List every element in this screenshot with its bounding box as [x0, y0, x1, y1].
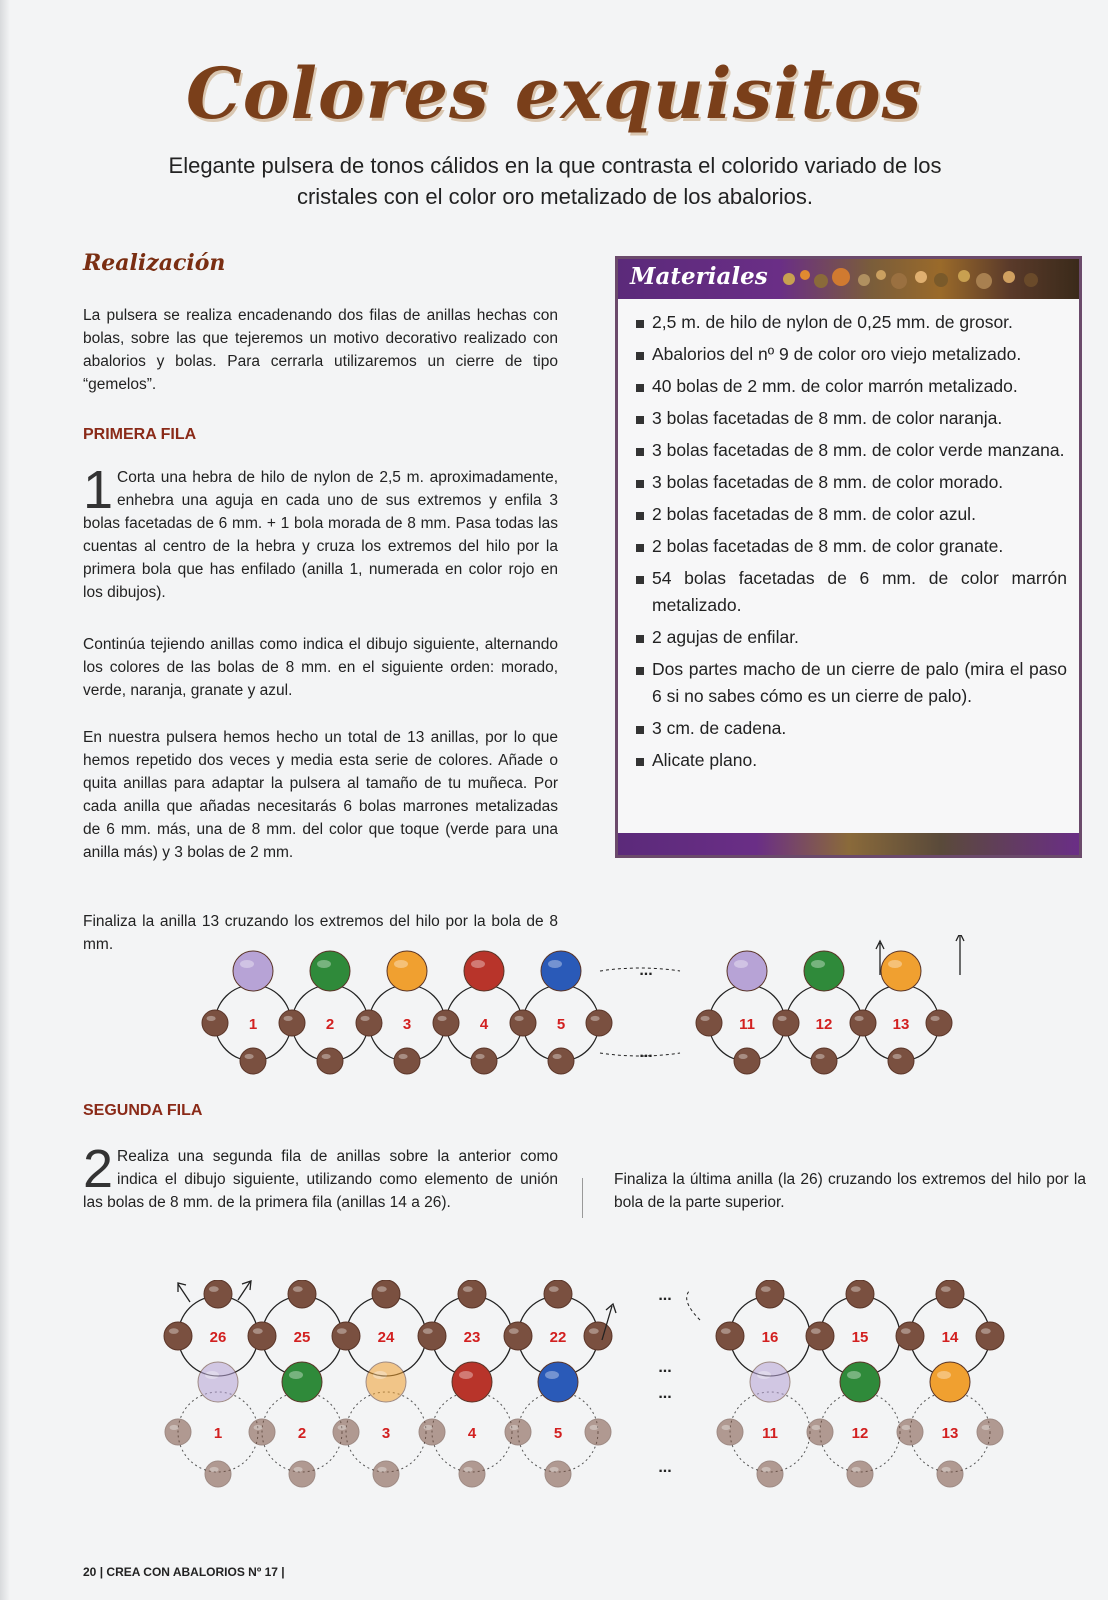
bead-body: [165, 1419, 191, 1445]
ellipsis-bottom: ...: [639, 1044, 653, 1061]
bead: [773, 1010, 799, 1036]
materials-list: [618, 299, 1079, 774]
bead-body: [504, 1322, 532, 1350]
ellipsis: ...: [658, 1385, 672, 1402]
bead: [433, 1010, 459, 1036]
segunda-fila-heading: SEGUNDA FILA: [83, 1102, 203, 1119]
page-title: Colores exquisitos: [185, 52, 922, 135]
bead-shine: [757, 1371, 771, 1379]
bead-body: [317, 1048, 343, 1074]
bead: [464, 951, 504, 991]
bead: [317, 1048, 343, 1074]
bead: [282, 1362, 322, 1402]
ring-label: 13: [941, 1425, 959, 1442]
material-item: Abalorios del nº 9 de color oro viejo metalizado.: [636, 341, 1067, 368]
bead-shine: [721, 1328, 731, 1334]
bead-shine: [942, 1467, 951, 1472]
bead-body: [696, 1010, 722, 1036]
bead: [249, 1419, 275, 1445]
bead-body: [584, 1322, 612, 1350]
step-1-number: 1: [83, 460, 114, 520]
bead: [545, 1461, 571, 1487]
arrow-up-icon: [956, 935, 964, 975]
bead-shine: [476, 1054, 485, 1059]
bead: [372, 1280, 400, 1308]
bead-body: [248, 1322, 276, 1350]
bead-body: [387, 951, 427, 991]
bead: [804, 951, 844, 991]
bead: [586, 1010, 612, 1036]
bead-body: [310, 951, 350, 991]
bead-body: [586, 1010, 612, 1036]
bead-shine: [812, 1425, 821, 1430]
bead-shine: [337, 1328, 347, 1334]
bead-shine: [739, 1054, 748, 1059]
bead-shine: [361, 1016, 370, 1021]
bead-shine: [778, 1016, 787, 1021]
bead-shine: [981, 1328, 991, 1334]
bead-shine: [464, 1467, 473, 1472]
bead: [930, 1362, 970, 1402]
ring-label: 11: [739, 1016, 755, 1033]
bead: [387, 951, 427, 991]
bead-shine: [245, 1054, 254, 1059]
bead-body: [205, 1461, 231, 1487]
bead: [471, 1048, 497, 1074]
bead-body: [366, 1362, 406, 1402]
bead-shine: [851, 1286, 861, 1292]
bead-shine: [811, 960, 825, 968]
bead-shine: [515, 1016, 524, 1021]
material-item: 2 bolas facetadas de 8 mm. de color azul.: [636, 501, 1067, 528]
bead: [248, 1322, 276, 1350]
primera-fila-para4: Finaliza la anilla 13 cruzando los extremos del hilo por la bola de 8 mm.: [83, 913, 558, 953]
bead-body: [282, 1362, 322, 1402]
diagram-primera-fila: [0, 935, 1108, 1075]
bead-shine: [510, 1425, 519, 1430]
bead-body: [717, 1419, 743, 1445]
bead-body: [394, 1048, 420, 1074]
bead-body: [734, 1048, 760, 1074]
bead-body: [198, 1362, 238, 1402]
bead: [977, 1419, 1003, 1445]
bead: [204, 1280, 232, 1308]
bead: [727, 951, 767, 991]
beads-banner-icon: [769, 265, 1059, 293]
ellipsis: ...: [658, 1459, 672, 1476]
realizacion-heading: Realización: [83, 250, 226, 276]
ring-label: 11: [762, 1425, 778, 1442]
bead-shine: [317, 960, 331, 968]
bead-shine: [289, 1371, 303, 1379]
bead: [418, 1322, 446, 1350]
ring-label: 12: [815, 1016, 833, 1033]
bead: [165, 1419, 191, 1445]
bead-shine: [550, 1467, 559, 1472]
step-2: [83, 1139, 558, 1214]
bead: [504, 1322, 532, 1350]
bead-shine: [170, 1425, 179, 1430]
bead: [279, 1010, 305, 1036]
bead-body: [433, 1010, 459, 1036]
ring-label: 14: [941, 1329, 959, 1346]
bead: [288, 1280, 316, 1308]
bead-body: [937, 1461, 963, 1487]
ring-label: 13: [892, 1016, 910, 1033]
bead-body: [548, 1048, 574, 1074]
bead-body: [807, 1419, 833, 1445]
ring-label: 3: [402, 1016, 412, 1033]
bead: [926, 1010, 952, 1036]
bead: [198, 1362, 238, 1402]
bead-body: [881, 951, 921, 991]
bead-body: [750, 1362, 790, 1402]
bead: [757, 1461, 783, 1487]
bead-body: [976, 1322, 1004, 1350]
ring-label: 2: [325, 1016, 335, 1033]
ring-label: 1: [213, 1425, 223, 1442]
bead-shine: [373, 1371, 387, 1379]
bead-shine: [553, 1054, 562, 1059]
bead-shine: [254, 1425, 263, 1430]
bead-shine: [438, 1016, 447, 1021]
bead-body: [850, 1010, 876, 1036]
bead-shine: [855, 1016, 864, 1021]
realizacion-intro: La pulsera se realiza encadenando dos filas de anillas hechas con bolas, sobre las que tejeremos un motivo decorativo realizado con abalorios y bolas. Para cerrarla utilizaremos un cierre de tipo “gemelos”.: [83, 307, 558, 393]
ring-label: 12: [851, 1425, 869, 1442]
bead-shine: [423, 1328, 433, 1334]
bead: [394, 1048, 420, 1074]
bead-body: [289, 1461, 315, 1487]
bead: [202, 1010, 228, 1036]
column-divider: [582, 1178, 583, 1218]
bead-body: [458, 1280, 486, 1308]
bead: [806, 1322, 834, 1350]
ring-label: 26: [209, 1329, 227, 1346]
bead-body: [356, 1010, 382, 1036]
ring-label: 22: [549, 1329, 567, 1346]
materials-header: [618, 259, 1079, 299]
bead-body: [811, 1048, 837, 1074]
bead-body: [888, 1048, 914, 1074]
primera-fila-para2: Continúa tejiendo anillas como indica el dibujo siguiente, alternando los colores de las bolas de 8 mm. en el siguiente orden: morado, verde, naranja, granate y azul.: [83, 636, 558, 699]
bead-shine: [284, 1016, 293, 1021]
bead: [840, 1362, 880, 1402]
material-item: Dos partes macho de un cierre de palo (mira el paso 6 si no sabes cómo es un cierre de palo).: [636, 656, 1067, 710]
bead: [937, 1461, 963, 1487]
bead-shine: [762, 1467, 771, 1472]
bead-body: [936, 1280, 964, 1308]
bead: [696, 1010, 722, 1036]
bead: [717, 1419, 743, 1445]
bead: [897, 1419, 923, 1445]
bead-body: [756, 1280, 784, 1308]
bead-body: [538, 1362, 578, 1402]
bead: [750, 1362, 790, 1402]
bead-shine: [901, 1328, 911, 1334]
ring-label: 16: [761, 1329, 779, 1346]
bead-shine: [394, 960, 408, 968]
bead-body: [585, 1419, 611, 1445]
bead-body: [202, 1010, 228, 1036]
bead: [734, 1048, 760, 1074]
bead-body: [926, 1010, 952, 1036]
bead: [233, 951, 273, 991]
bead: [356, 1010, 382, 1036]
bead-body: [373, 1461, 399, 1487]
step-2-text: Realiza una segunda fila de anillas sobre la anterior como indica el dibujo siguiente, utilizando como elemento de unión las bolas de 8 mm. de la primera fila (anillas 14 a 26).: [83, 1148, 558, 1211]
bead-body: [773, 1010, 799, 1036]
arrow-icon: [238, 1281, 251, 1300]
material-item: 3 bolas facetadas de 8 mm. de color verde manzana.: [636, 437, 1067, 464]
bead-body: [333, 1419, 359, 1445]
material-item: 2,5 m. de hilo de nylon de 0,25 mm. de grosor.: [636, 309, 1067, 336]
bead: [289, 1461, 315, 1487]
bead-body: [544, 1280, 572, 1308]
footer-sep-1: |: [99, 1565, 107, 1579]
bead-shine: [471, 960, 485, 968]
bead-body: [510, 1010, 536, 1036]
bead: [505, 1419, 531, 1445]
bead-body: [240, 1048, 266, 1074]
bead-body: [249, 1419, 275, 1445]
materials-title: Materiales: [630, 263, 768, 290]
bead: [510, 1010, 536, 1036]
bead-shine: [902, 1425, 911, 1430]
bead-body: [846, 1280, 874, 1308]
bead-shine: [378, 1467, 387, 1472]
bead-shine: [322, 1054, 331, 1059]
bead-body: [545, 1461, 571, 1487]
bead-shine: [169, 1328, 179, 1334]
bead-shine: [240, 960, 254, 968]
bead: [458, 1280, 486, 1308]
bead-shine: [293, 1286, 303, 1292]
bead-shine: [589, 1328, 599, 1334]
bead-shine: [941, 1286, 951, 1292]
thread-dotted: [687, 1290, 700, 1320]
ellipsis-top: ...: [639, 962, 653, 979]
bead-shine: [811, 1328, 821, 1334]
ring-label: 3: [381, 1425, 391, 1442]
bead-shine: [931, 1016, 940, 1021]
bead-body: [727, 951, 767, 991]
bead: [164, 1322, 192, 1350]
primera-fila-para3: En nuestra pulsera hemos hecho un total de 13 anillas, por lo que hemos repetido dos veces y media esta serie de colores. Añade o quita anillas para adaptar la pulsera al tamaño de tu muñeca. Por cada anilla que añadas necesitarás 6 bolas marrones metalizadas de 6 mm. más, una de 8 mm. del color que toque (verde para una anilla más) y 3 bolas de 2 mm.: [83, 729, 558, 861]
bead-shine: [545, 1371, 559, 1379]
diagram-segunda-fila: [0, 1280, 1108, 1500]
bead: [888, 1048, 914, 1074]
bead-body: [847, 1461, 873, 1487]
ring-label: 4: [467, 1425, 477, 1442]
ring-label: 23: [463, 1329, 481, 1346]
footer-sep-2: |: [281, 1565, 285, 1579]
bead: [584, 1322, 612, 1350]
bead: [807, 1419, 833, 1445]
bead-shine: [207, 1016, 216, 1021]
bead: [452, 1362, 492, 1402]
bead: [459, 1461, 485, 1487]
bead: [419, 1419, 445, 1445]
bead-body: [288, 1280, 316, 1308]
bead-shine: [463, 1286, 473, 1292]
page-number: 20: [83, 1565, 97, 1579]
ellipsis: ...: [658, 1287, 672, 1304]
bead: [541, 951, 581, 991]
bead: [240, 1048, 266, 1074]
bead-body: [757, 1461, 783, 1487]
materials-footer: [618, 833, 1079, 855]
ring-label: 5: [556, 1016, 566, 1033]
bead-shine: [816, 1054, 825, 1059]
material-item: Alicate plano.: [636, 747, 1067, 774]
bead-shine: [459, 1371, 473, 1379]
bead: [544, 1280, 572, 1308]
bead-body: [541, 951, 581, 991]
bead-shine: [847, 1371, 861, 1379]
material-item: 2 bolas facetadas de 8 mm. de color granate.: [636, 533, 1067, 560]
bead-shine: [209, 1286, 219, 1292]
bead: [366, 1362, 406, 1402]
bead-body: [204, 1280, 232, 1308]
bead-body: [464, 951, 504, 991]
bead-body: [418, 1322, 446, 1350]
bead-body: [279, 1010, 305, 1036]
bead-shine: [852, 1467, 861, 1472]
material-item: 3 bolas facetadas de 8 mm. de color naranja.: [636, 405, 1067, 432]
ring-label: 2: [297, 1425, 307, 1442]
step-1-text: Corta una hebra de hilo de nylon de 2,5 m. aproximadamente, enhebra una aguja en cada uno de sus extremos y enfila 3 bolas facetadas de 6 mm. + 1 bola morada de 8 mm. Pasa todas las cuentas al centro de la hebra y cruza los extremos del hilo por la primera bola que has enfilado (anilla 1, numerada en color rojo en los dibujos).: [83, 469, 558, 601]
bead-shine: [294, 1467, 303, 1472]
ring-label: 25: [293, 1329, 311, 1346]
bead-shine: [701, 1016, 710, 1021]
bead-body: [804, 951, 844, 991]
bead-shine: [509, 1328, 519, 1334]
bead-shine: [338, 1425, 347, 1430]
arrow-icon: [178, 1283, 190, 1302]
bead-shine: [591, 1016, 600, 1021]
bead-shine: [893, 1054, 902, 1059]
bead-shine: [722, 1425, 731, 1430]
bead: [205, 1461, 231, 1487]
page-footer: [83, 1565, 285, 1579]
bead: [936, 1280, 964, 1308]
bead-body: [896, 1322, 924, 1350]
bead-body: [840, 1362, 880, 1402]
bead-body: [459, 1461, 485, 1487]
subtitle: Elegante pulsera de tonos cálidos en la que contrasta el colorido variado de los cristales con el color oro metalizado de los abalorios.: [168, 153, 942, 209]
bead: [585, 1419, 611, 1445]
bead-shine: [761, 1286, 771, 1292]
bead: [373, 1461, 399, 1487]
bead: [847, 1461, 873, 1487]
primera-fila-heading: PRIMERA FILA: [83, 426, 197, 443]
bead: [548, 1048, 574, 1074]
bead: [333, 1419, 359, 1445]
bead: [850, 1010, 876, 1036]
bead-body: [471, 1048, 497, 1074]
bead-shine: [399, 1054, 408, 1059]
bead-body: [716, 1322, 744, 1350]
bead-shine: [549, 1286, 559, 1292]
bead: [332, 1322, 360, 1350]
bead: [538, 1362, 578, 1402]
step-1: [83, 460, 558, 604]
segunda-fila-right-text: Finaliza la última anilla (la 26) cruzando los extremos del hilo por la bola de la parte superior.: [614, 1171, 1086, 1211]
bead-shine: [548, 960, 562, 968]
bead-body: [930, 1362, 970, 1402]
bead-shine: [590, 1425, 599, 1430]
bead-body: [897, 1419, 923, 1445]
ring-label: 15: [851, 1329, 869, 1346]
bead-body: [806, 1322, 834, 1350]
bead: [896, 1322, 924, 1350]
bead-body: [164, 1322, 192, 1350]
bead-body: [977, 1419, 1003, 1445]
ring-label: 4: [479, 1016, 489, 1033]
ellipsis: ...: [658, 1359, 672, 1376]
bead: [756, 1280, 784, 1308]
material-item: 54 bolas facetadas de 6 mm. de color marrón metalizado.: [636, 565, 1067, 619]
bead-shine: [210, 1467, 219, 1472]
bead-shine: [888, 960, 902, 968]
bead: [976, 1322, 1004, 1350]
bead-body: [233, 951, 273, 991]
bead: [310, 951, 350, 991]
step-2-number: 2: [83, 1139, 114, 1199]
bead-shine: [937, 1371, 951, 1379]
bead-body: [419, 1419, 445, 1445]
magazine-name: CREA CON ABALORIOS Nº 17: [106, 1565, 278, 1579]
materials-box: [615, 256, 1082, 858]
bead: [881, 951, 921, 991]
bead-body: [332, 1322, 360, 1350]
bead-shine: [205, 1371, 219, 1379]
material-item: 3 cm. de cadena.: [636, 715, 1067, 742]
material-item: 40 bolas de 2 mm. de color marrón metalizado.: [636, 373, 1067, 400]
bead-shine: [377, 1286, 387, 1292]
material-item: 2 agujas de enfilar.: [636, 624, 1067, 651]
bead-body: [372, 1280, 400, 1308]
ring-label: 1: [248, 1016, 258, 1033]
bead: [811, 1048, 837, 1074]
ring-label: 5: [553, 1425, 563, 1442]
bead-body: [505, 1419, 531, 1445]
bead-shine: [982, 1425, 991, 1430]
bead-shine: [253, 1328, 263, 1334]
bead-shine: [424, 1425, 433, 1430]
bead: [846, 1280, 874, 1308]
bead-shine: [734, 960, 748, 968]
bead: [716, 1322, 744, 1350]
material-item: 3 bolas facetadas de 8 mm. de color morado.: [636, 469, 1067, 496]
ring-label: 24: [377, 1329, 395, 1346]
bead-body: [452, 1362, 492, 1402]
